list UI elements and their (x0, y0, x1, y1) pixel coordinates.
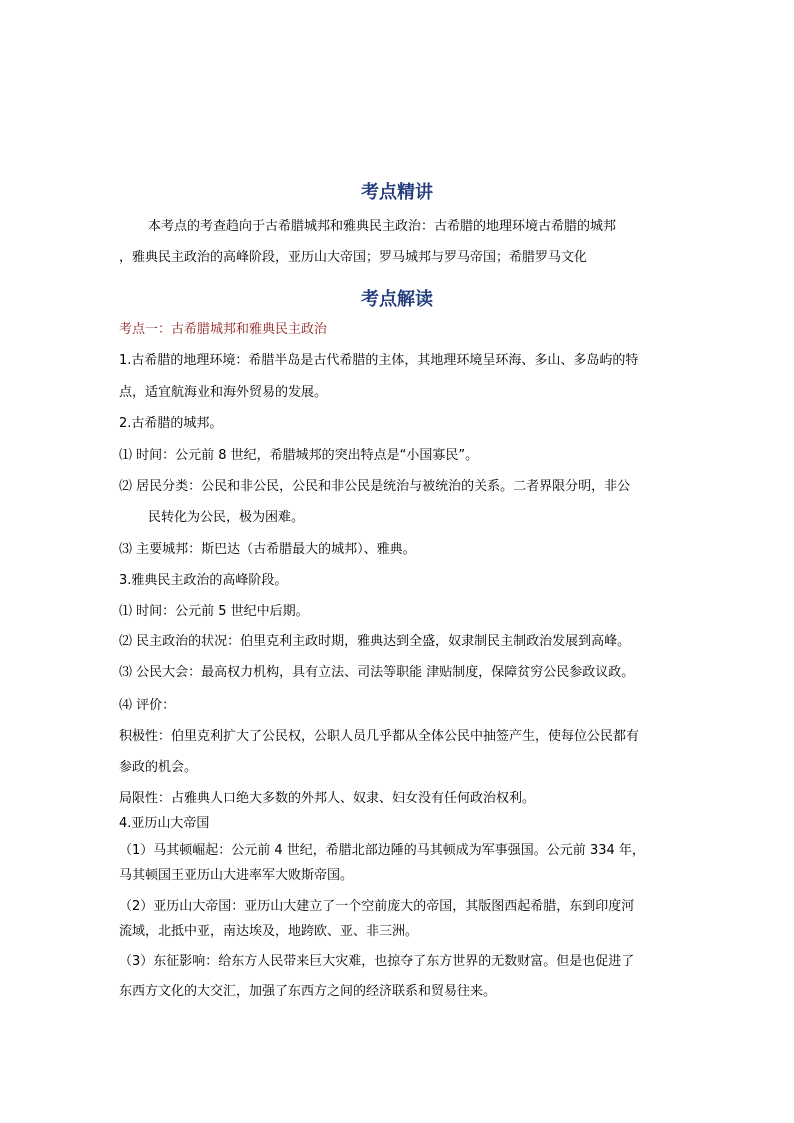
body-line-8: 3.雅典民主政治的高峰阶段。 (119, 573, 288, 588)
body-line-22: 东西方文化的大交汇，加强了东西方之间的经济联系和贸易往来。 (119, 984, 497, 999)
body-line-16: 4.亚历山大帝国 (119, 816, 210, 831)
body-line-2: 点，适宜航海业和海外贸易的发展。 (119, 385, 328, 400)
body-line-21: （3）东征影响：给东方人民带来巨大灾难，也掠夺了东方世界的无数财富。但是也促进了 (119, 954, 635, 969)
body-line-12: ⑷ 评价： (119, 698, 176, 713)
section-title-interpretation: 考点解读 (361, 289, 433, 310)
body-line-10: ⑵ 民主政治的状况：伯里克利主政时期，雅典达到全盛，奴隶制民主制政治发展到高峰。 (119, 634, 631, 649)
body-line-4: ⑴ 时间：公元前 8 世纪，希腊城邦的突出特点是“小国寡民”。 (119, 448, 479, 463)
intro-line-2: ，雅典民主政治的高峰阶段，亚历山大帝国；罗马城邦与罗马帝国；希腊罗马文化 (119, 250, 588, 265)
section-title-key-points: 考点精讲 (361, 182, 433, 203)
body-line-5: ⑵ 居民分类：公民和非公民，公民和非公民是统治与被统治的关系。二者界限分明，非公 (119, 479, 631, 494)
body-line-11: ⑶ 公民大会：最高权力机构，具有立法、司法等职能 津贴制度，保障贫穷公民参政议政。 (119, 665, 635, 680)
body-line-13: 积极性：伯里克利扩大了公民权，公职人员几乎都从全体公民中抽签产生，使每位公民都有 (119, 729, 640, 744)
body-line-18: 马其顿国王亚历山大进率军大败斯帝国。 (119, 868, 354, 883)
body-line-15: 局限性：占雅典人口绝大多数的外邦人、奴隶、妇女没有任何政治权利。 (119, 791, 536, 806)
body-line-7: ⑶ 主要城邦：斯巴达（古希腊最大的城邦）、雅典。 (119, 542, 416, 557)
body-line-9: ⑴ 时间：公元前 5 世纪中后期。 (119, 604, 309, 619)
body-line-3: 2.古希腊的城邦。 (119, 416, 223, 431)
body-line-14: 参政的机会。 (119, 760, 198, 775)
intro-line-1: 本考点的考查趋向于古希腊城邦和雅典民主政治：古希腊的地理环境古希腊的城邦 (148, 219, 617, 234)
body-line-20: 流域，北抵中亚，南达埃及，地跨欧、亚、非三洲。 (119, 924, 419, 939)
body-line-19: （2）亚历山大帝国：亚历山大建立了一个空前庞大的帝国，其版图西起希腊，东到印度河 (119, 899, 635, 914)
point-one-title: 考点一：古希腊城邦和雅典民主政治 (119, 322, 328, 337)
body-line-17: （1）马其顿崛起：公元前 4 世纪，希腊北部边陲的马其顿成为军事强国。公元前 334 年， (119, 843, 645, 858)
body-line-6: 民转化为公民，极为困难。 (148, 510, 305, 525)
body-line-1: 1.古希腊的地理环境：希腊半岛是古代希腊的主体，其地理环境呈环海、多山、多岛屿的特 (119, 353, 639, 368)
